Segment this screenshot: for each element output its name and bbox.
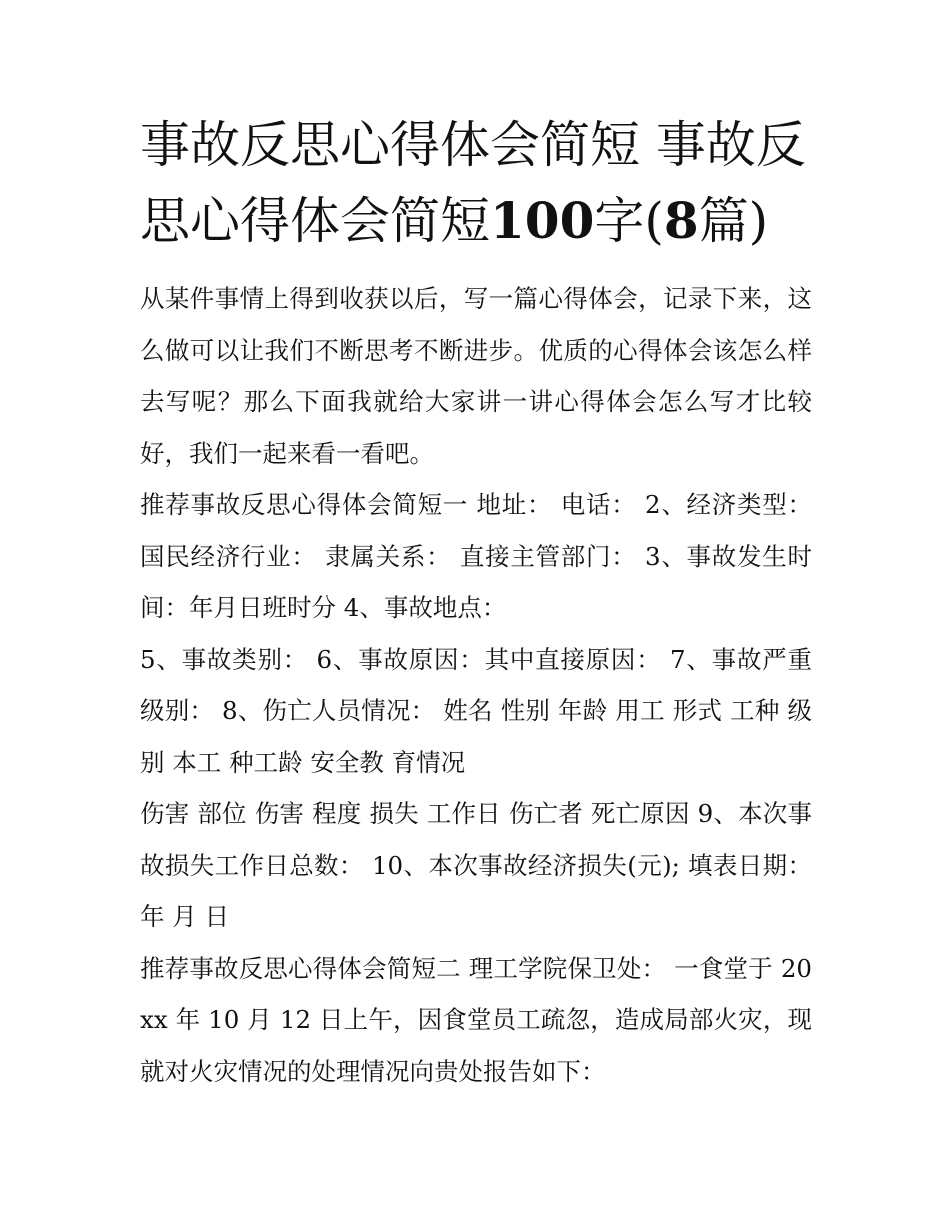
title-number: 100 <box>490 191 595 250</box>
paragraph-1: 推荐事故反思心得体会简短一 地址： 电话： 2、经济类型： 国民经济行业： 隶属关系： 直接主管部门： 3、事故发生时间：年月日班时分 4、事故地点： <box>140 490 812 622</box>
title-suffix: 篇) <box>698 192 769 250</box>
document-title <box>140 108 812 259</box>
title-text: 事故反思心得体会简短 事故反思心得体会简短 <box>140 116 806 250</box>
paragraph-2: 5、事故类别： 6、事故原因：其中直接原因： 7、事故严重级别： 8、伤亡人员情况： 姓名 性别 年龄 用工 形式 工种 级别 本工 种工龄 安全教 育情况 <box>140 644 812 777</box>
paragraph-4: 推荐事故反思心得体会简短二 理工学院保卫处： 一食堂于 20xx 年 10 月 12 日上午，因食堂员工疏忽，造成局部火灾，现就对火灾情况的处理情况向贵处报告如下： <box>140 953 812 1086</box>
title-unit: 字( <box>594 192 664 250</box>
intro-paragraph: 从某件事情上得到收获以后，写一篇心得体会，记录下来，这么做可以让我们不断思考不断进步。优质的心得体会该怎么样去写呢？那么下面我就给大家讲一讲心得体会怎么写才比较好，我们一起来看一看吧。 <box>140 284 812 468</box>
document-page <box>140 108 812 1097</box>
paragraph-3: 伤害 部位 伤害 程度 损失 工作日 伤亡者 死亡原因 9、本次事故损失工作日总数： 10、本次事故经济损失(元); 填表日期： 年 月 日 <box>140 799 812 931</box>
title-count: 8 <box>663 191 699 250</box>
